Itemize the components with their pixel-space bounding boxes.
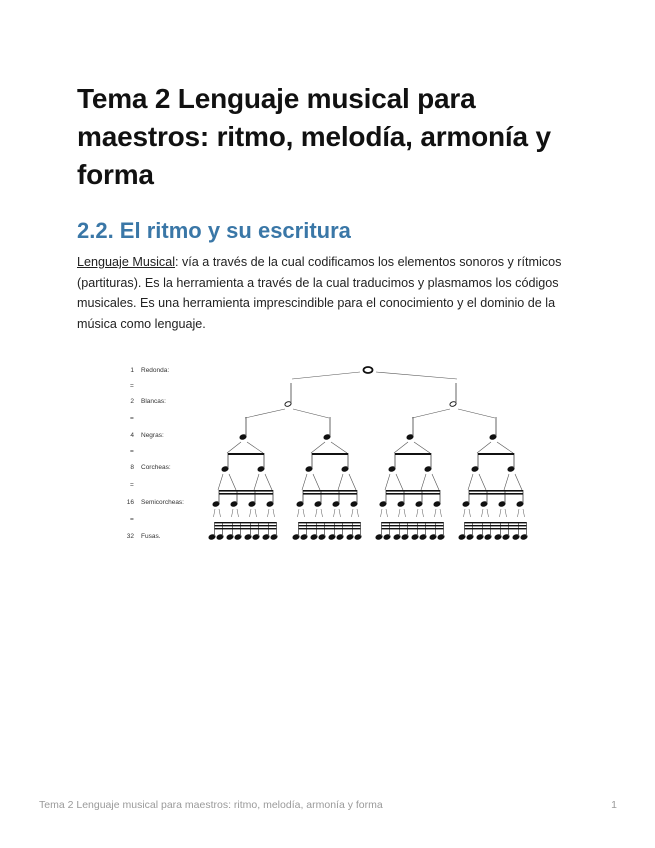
tree-branch (500, 509, 502, 517)
tree-branch (313, 474, 320, 490)
tree-branch (376, 372, 457, 379)
tree-branch (468, 474, 473, 490)
row-count: 32 (126, 533, 134, 540)
tree-branch (303, 509, 305, 517)
paragraph-text: : vía a través de la cual codificamos los elementos sonoros y rítmicos (partituras). Es la herramienta a través de la cual traducimos y plasmamos los códigos musicales. Es una herramienta imprescindible para el conocimiento y el dominio de la música como lenguaje. (77, 255, 562, 331)
row-name: Negras: (141, 432, 164, 439)
tree-branch (229, 474, 236, 490)
note-beam (219, 493, 273, 495)
rhythm-tree-diagram (110, 356, 540, 546)
footer-text: Tema 2 Lenguaje musical para maestros: ritmo, melodía, armonía y forma (39, 799, 383, 811)
note-beam (395, 453, 431, 455)
tree-branch (331, 442, 347, 453)
note-beam (465, 528, 527, 529)
tree-branch (432, 474, 439, 490)
note-beam (478, 453, 514, 455)
tree-branch (227, 442, 241, 453)
row-name: Blancas: (141, 398, 166, 405)
tree-branch (479, 474, 486, 490)
row-name: Redonda: (141, 367, 170, 374)
section-heading: 2.2. El ritmo y su escritura (77, 218, 351, 243)
body-paragraph (77, 252, 587, 334)
tree-branch (265, 474, 272, 490)
tree-branch (349, 474, 356, 490)
tree-branch (321, 509, 323, 517)
note-beam (469, 490, 523, 492)
tree-branch (381, 509, 383, 517)
equals-sign: = (130, 448, 134, 455)
note-beam (303, 490, 357, 492)
equals-sign: = (130, 415, 134, 422)
tree-branch (469, 509, 471, 517)
tree-branch (232, 509, 234, 517)
tree-branch (302, 474, 307, 490)
tree-branch (482, 509, 484, 517)
tree-branch (394, 442, 408, 453)
note-beam (469, 493, 523, 495)
tree-branch (422, 509, 424, 517)
tree-branch (250, 509, 252, 517)
tree-branch (219, 509, 221, 517)
note-beam (215, 525, 277, 526)
tree-branch (292, 372, 360, 379)
note-beam (228, 453, 264, 455)
rhythm-values-figure (110, 356, 540, 546)
tree-branch (412, 409, 450, 418)
tree-branch (504, 474, 509, 490)
document-title: Tema 2 Lenguaje musical para maestros: ritmo, melodía, armonía y forma (77, 83, 551, 190)
note-beam (219, 490, 273, 492)
row-count: 1 (130, 367, 134, 374)
note-beam (465, 525, 527, 526)
row-name: Fusas. (141, 533, 161, 540)
tree-branch (515, 474, 522, 490)
tree-branch (458, 409, 495, 418)
row-count: 4 (130, 432, 134, 439)
whole-note-icon (364, 367, 373, 373)
tree-branch (339, 509, 341, 517)
note-beam (299, 528, 361, 529)
tree-branch (254, 474, 259, 490)
tree-branch (505, 509, 507, 517)
tree-branch (338, 474, 343, 490)
tree-branch (293, 409, 329, 418)
row-name: Corcheas: (141, 464, 171, 471)
tree-branch (316, 509, 318, 517)
row-count: 16 (126, 499, 134, 506)
tree-branch (334, 509, 336, 517)
tree-branch (435, 509, 437, 517)
tree-branch (357, 509, 359, 517)
tree-branch (497, 442, 513, 453)
tree-branch (396, 474, 403, 490)
note-beam (215, 528, 277, 529)
equals-sign: = (130, 481, 134, 489)
tree-branch (268, 509, 270, 517)
tree-branch (440, 509, 442, 517)
tree-branch (477, 442, 491, 453)
note-beam (465, 522, 527, 523)
note-beam (312, 453, 348, 455)
term-lenguaje-musical: Lenguaje Musical (77, 255, 176, 269)
tree-branch (399, 509, 401, 517)
note-beam (386, 490, 440, 492)
tree-branch (245, 409, 285, 418)
tree-branch (273, 509, 275, 517)
row-name: Semicorcheas: (141, 499, 184, 506)
tree-branch (237, 509, 239, 517)
tree-branch (464, 509, 466, 517)
tree-branch (417, 509, 419, 517)
tree-branch (518, 509, 520, 517)
note-beam (303, 493, 357, 495)
tree-branch (414, 442, 430, 453)
row-count: 2 (130, 398, 134, 405)
tree-branch (487, 509, 489, 517)
tree-branch (311, 442, 325, 453)
tree-branch (523, 509, 525, 517)
note-beam (382, 522, 444, 523)
note-beam (386, 493, 440, 495)
tree-branch (386, 509, 388, 517)
note-beam (382, 528, 444, 529)
tree-branch (218, 474, 223, 490)
tree-branch (421, 474, 426, 490)
note-beam (299, 522, 361, 523)
tree-branch (404, 509, 406, 517)
tree-branch (385, 474, 390, 490)
row-count: 8 (130, 464, 134, 471)
tree-branch (298, 509, 300, 517)
page-number: 1 (611, 799, 617, 811)
note-beam (299, 525, 361, 526)
tree-branch (352, 509, 354, 517)
tree-branch (214, 509, 216, 517)
note-beam (215, 522, 277, 523)
note-beam (382, 525, 444, 526)
equals-sign: = (130, 382, 134, 390)
tree-branch (247, 442, 263, 453)
equals-sign: = (130, 516, 134, 523)
tree-branch (255, 509, 257, 517)
